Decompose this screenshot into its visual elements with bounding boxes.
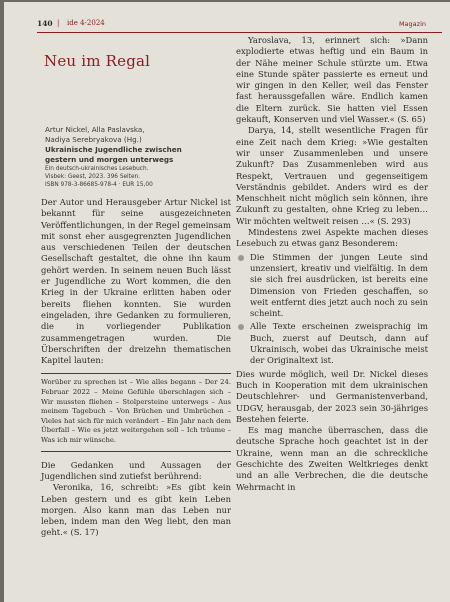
article-headline: Neu im Regal — [44, 52, 151, 70]
paragraph-language: Es mag manche überraschen, dass die deutsche Sprache hoch geachtet ist in der Ukraine, wenn man an die schreckliche Geschichte des Zweiten Weltkrieges denkt und an alle Verbrechen, die die deutsche Wehrmacht in — [236, 425, 428, 492]
book-authors: Artur Nickel, Alla Paslavska, — [45, 125, 145, 134]
paragraph-cooperation: Dies wurde möglich, weil Dr. Nickel dieses Buch in Kooperation mit dem ukrainischen Deutschlehrer- und Germanistenverband, UDGV, herausgab, der 2023 sein 30-jähriges Bestehen feierte. — [236, 368, 428, 424]
bullet-dot-icon — [238, 255, 244, 261]
bullet-item — [236, 252, 428, 320]
paragraph-intro: Der Autor und Herausgeber Artur Nickel ist bekannt für seine ausgezeichneten Veröffentlichungen, in der Regel gemeinsam mit sonst eher ausgegrenzten Jugendlichen aus verschiedenen Teilen der deutschen Gesellschaft gestaltet, die ohne ihn kaum gehört werden. In seinem neuen Buch lässt er Jugendliche zu Wort kommen, die den Krieg in der Ukraine erlitten haben oder bereits fliehen konnten. Sie wurden eingeladen, ihre Gedanken zu formulieren, die in vorliegender Publikation zusammengetragen wurden. Die Überschriften der dreizehn thematischen Kapitel lauten: — [41, 197, 231, 366]
paragraph-thoughts: Die Gedanken und Aussagen der Jugendlichen sind zutiefst berührend: — [41, 459, 231, 481]
bullet-text: Alle Texte erscheinen zweisprachig im Buch, zuerst auf Deutsch, dann auf Ukrainisch, wobei das Ukrainische meist der Originaltext ist. — [250, 321, 428, 366]
book-authors-2: Nadiya Serebryakova (Hg.) — [45, 135, 142, 144]
bullet-dot-icon — [238, 324, 244, 330]
book-publisher: Visbek: Geest, 2023. 396 Seiten. — [45, 174, 141, 180]
book-isbn: ISBN 978-3-86685-978-4 · EUR 15,00 — [45, 182, 153, 188]
book-title-line1: Ukrainische Jugendliche zwischen — [45, 145, 182, 154]
bullet-item — [236, 321, 428, 366]
book-info — [41, 125, 231, 189]
page-number: 140 — [37, 19, 53, 28]
book-title-line2: gestern und morgen unterwegs — [45, 155, 174, 164]
bullet-text: Die Stimmen der jungen Leute sind unzensiert, kreativ und vielfältig. In dem sie sich frei ausdrücken, ist bereits eine Dimension von Frieden geschaffen, so weit entfernt dies jetzt auch noch zu sein scheint. — [250, 251, 428, 319]
right-column — [236, 35, 428, 493]
header-rule — [37, 32, 442, 33]
magazine-page — [4, 2, 450, 602]
paragraph-darya: Darya, 14, stellt wesentliche Fragen für eine Zeit nach dem Krieg: »Wie gestalten wir unser Zusammenleben und unsere Zukunft? Das Zusammenleben wird aus Respekt, Vertrauen und gegenseitigem Verständnis gebildet. Anders wird es der Menschheit nicht möglich sein können, ihre Zukunft zu gestalten, ohne Krieg zu leben… Wir möchten weltweit reisen …« (S. 293) — [236, 125, 428, 226]
left-column — [41, 52, 231, 539]
paragraph-veronika: Veronika, 16, schreibt: »Es gibt kein Leben gestern und es gibt kein Leben morgen. Also kann man das Leben nur leben, indem man den Weg liebt, den man geht.« (S. 17) — [41, 482, 231, 538]
paragraph-aspects: Mindestens zwei Aspekte machen dieses Lesebuch zu etwas ganz Besonderem: — [236, 227, 428, 249]
chapter-list-box: Worüber zu sprechen ist – Wie alles begann – Der 24. Februar 2022 – Meine Gefühle überschlagen sich – Wir mussten fliehen – Stolpersteine unterwegs – Aus meinem Tagebuch – Von Brüchen und Umbrüchen – Vieles hat sich für mich verändert – Ein Jahr nach dem Überfall – Wie es jetzt weitergehen soll – Ich träume – Was ich mir wünsche. — [41, 373, 231, 451]
section-label: Magazin — [398, 20, 426, 28]
header-separator: | — [57, 19, 60, 27]
journal-issue: ide 4-2024 — [67, 19, 105, 27]
running-header — [37, 17, 442, 31]
book-subtitle: Ein deutsch-ukrainisches Lesebuch. — [45, 166, 149, 172]
paragraph-yaroslava: Yaroslava, 13, erinnert sich: »Dann explodierte etwas heftig und ein Baum in der Nähe meiner Schule stürzte um. Etwa eine Stunde später passierte es erneut und wir gingen in den Keller, weil das Fenster fast heraussgefallen wäre. Endlich kamen die Eltern zurück. Sie hatten viel Essen gekauft, Konserven und viel Wasser.« (S. 65) — [236, 35, 428, 125]
